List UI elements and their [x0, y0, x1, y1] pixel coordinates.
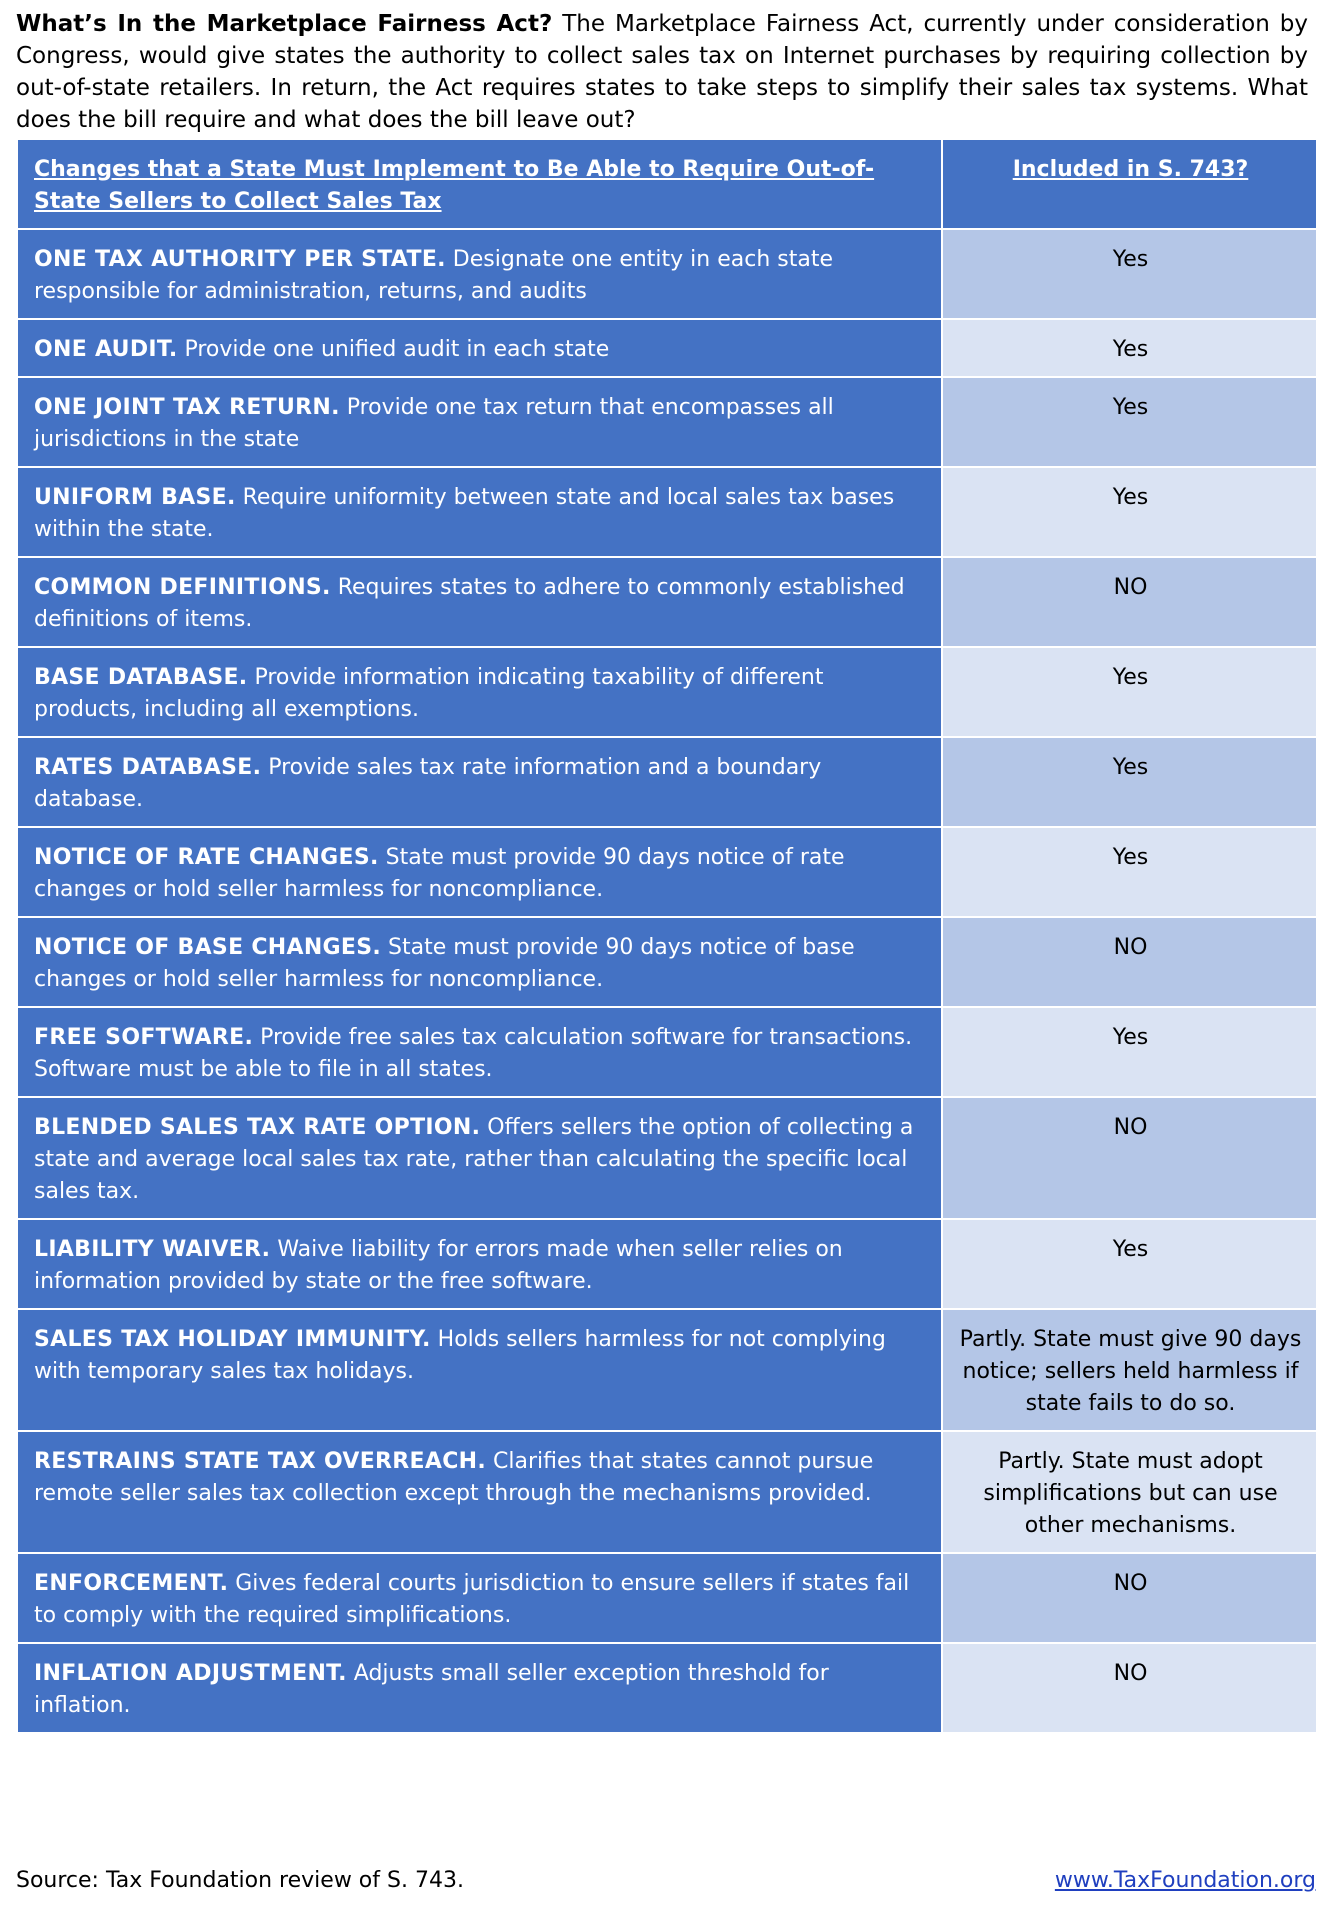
table-row	[17, 737, 1317, 827]
table-body	[17, 229, 1317, 1733]
table-row	[17, 557, 1317, 647]
table-row	[17, 1097, 1317, 1219]
included-answer: Yes	[942, 229, 1317, 319]
included-answer: Yes	[942, 647, 1317, 737]
table-row	[17, 1007, 1317, 1097]
requirement-label: ONE AUDIT.	[34, 337, 178, 362]
requirement-description: Waive liability for errors made when seller relies on information provided by state or the free software.	[34, 1237, 843, 1294]
requirement-label: ONE TAX AUTHORITY PER STATE.	[34, 247, 446, 272]
included-answer: Yes	[942, 737, 1317, 827]
table-row	[17, 1643, 1317, 1733]
table-row	[17, 1431, 1317, 1553]
requirement-cell	[17, 229, 942, 319]
requirement-label: INFLATION ADJUSTMENT.	[34, 1661, 347, 1686]
table-row	[17, 319, 1317, 377]
requirement-description: State must provide 90 days notice of base changes or hold seller harmless for noncompliance.	[34, 935, 855, 992]
included-answer: NO	[942, 1553, 1317, 1643]
requirement-description: Clarifies that states cannot pursue remote seller sales tax collection except through the mechanisms provided.	[34, 1449, 874, 1506]
included-answer: Yes	[942, 827, 1317, 917]
requirement-label: ENFORCEMENT.	[34, 1571, 229, 1596]
requirement-cell	[17, 1431, 942, 1553]
included-answer: NO	[942, 917, 1317, 1007]
requirement-cell	[17, 1219, 942, 1309]
requirement-cell	[17, 1007, 942, 1097]
requirements-table	[16, 138, 1318, 1734]
included-answer: Yes	[942, 319, 1317, 377]
taxfoundation-link[interactable]: www.TaxFoundation.org	[1054, 1868, 1316, 1893]
included-answer: Partly. State must give 90 days notice; sellers held harmless if state fails to do so.	[942, 1309, 1317, 1431]
included-answer: Yes	[942, 1007, 1317, 1097]
requirement-cell	[17, 1553, 942, 1643]
requirement-cell	[17, 467, 942, 557]
requirement-description: Provide one tax return that encompasses all jurisdictions in the state	[34, 395, 834, 452]
requirement-cell	[17, 647, 942, 737]
requirement-cell	[17, 917, 942, 1007]
intro-heading: What’s In the Marketplace Fairness Act?	[16, 11, 553, 37]
requirement-description: Requires states to adhere to commonly established definitions of items.	[34, 575, 905, 632]
col-header-included: Included in S. 743?	[942, 139, 1317, 229]
requirement-label: LIABILITY WAIVER.	[34, 1237, 271, 1262]
included-answer: NO	[942, 1643, 1317, 1733]
table-row	[17, 377, 1317, 467]
requirement-label: BASE DATABASE.	[34, 665, 248, 690]
requirement-description: Adjusts small seller exception threshold for inflation.	[34, 1661, 829, 1718]
requirement-label: COMMON DEFINITIONS.	[34, 575, 331, 600]
table-row	[17, 229, 1317, 319]
included-answer: Yes	[942, 467, 1317, 557]
table-row	[17, 1219, 1317, 1309]
table-row	[17, 1309, 1317, 1431]
col-header-changes: Changes that a State Must Implement to Be Able to Require Out-of-State Sellers to Collect Sales Tax	[17, 139, 942, 229]
requirement-label: FREE SOFTWARE.	[34, 1025, 254, 1050]
requirement-cell	[17, 377, 942, 467]
requirement-cell	[17, 557, 942, 647]
included-answer: NO	[942, 1097, 1317, 1219]
requirement-label: BLENDED SALES TAX RATE OPTION.	[34, 1115, 481, 1140]
intro-paragraph	[16, 8, 1308, 136]
table-row	[17, 827, 1317, 917]
source-note: Source: Tax Foundation review of S. 743.	[16, 1868, 464, 1893]
intro-text: The Marketplace Fairness Act, currently under consideration by Congress, would give states the authority to collect sales tax on Internet purchases by requiring collection by out-of-state retailers. In return, the Act requires states to take steps to simplify their sales tax systems. What does the bill require and what does the bill leave out?	[16, 11, 1308, 133]
requirement-description: Provide information indicating taxability of different products, including all exemptions.	[34, 665, 824, 722]
requirement-description: Provide sales tax rate information and a boundary database.	[34, 755, 822, 812]
requirement-cell	[17, 1643, 942, 1733]
table-row	[17, 917, 1317, 1007]
requirement-label: UNIFORM BASE.	[34, 485, 236, 510]
included-answer: NO	[942, 557, 1317, 647]
requirement-description: State must provide 90 days notice of rate changes or hold seller harmless for noncompliance.	[34, 845, 845, 902]
requirement-description: Offers sellers the option of collecting a state and average local sales tax rate, rather than calculating the specific local sales tax.	[34, 1115, 914, 1204]
requirement-label: NOTICE OF BASE CHANGES.	[34, 935, 382, 960]
requirement-description: Holds sellers harmless for not complying with temporary sales tax holidays.	[34, 1327, 886, 1384]
requirement-cell	[17, 1097, 942, 1219]
requirement-label: NOTICE OF RATE CHANGES.	[34, 845, 379, 870]
requirement-description: Provide one unified audit in each state	[177, 337, 610, 362]
table-row	[17, 467, 1317, 557]
requirement-description: Require uniformity between state and local sales tax bases within the state.	[34, 485, 895, 542]
included-answer: Yes	[942, 377, 1317, 467]
table-row	[17, 647, 1317, 737]
requirement-label: RATES DATABASE.	[34, 755, 262, 780]
requirement-cell	[17, 737, 942, 827]
requirement-cell	[17, 1309, 942, 1431]
requirement-description: Designate one entity in each state responsible for administration, returns, and audits	[34, 247, 834, 304]
requirement-cell	[17, 827, 942, 917]
requirement-label: ONE JOINT TAX RETURN.	[34, 395, 340, 420]
requirement-cell	[17, 319, 942, 377]
requirement-label: RESTRAINS STATE TAX OVERREACH.	[34, 1449, 487, 1474]
requirement-description: Provide free sales tax calculation software for transactions. Software must be able to file in all states.	[34, 1025, 913, 1082]
included-answer: Partly. State must adopt simplifications but can use other mechanisms.	[942, 1431, 1317, 1553]
table-row	[17, 1553, 1317, 1643]
requirement-description: Gives federal courts jurisdiction to ensure sellers if states fail to comply with the required simplifications.	[34, 1571, 910, 1628]
included-answer: Yes	[942, 1219, 1317, 1309]
requirement-label: SALES TAX HOLIDAY IMMUNITY.	[34, 1327, 431, 1352]
